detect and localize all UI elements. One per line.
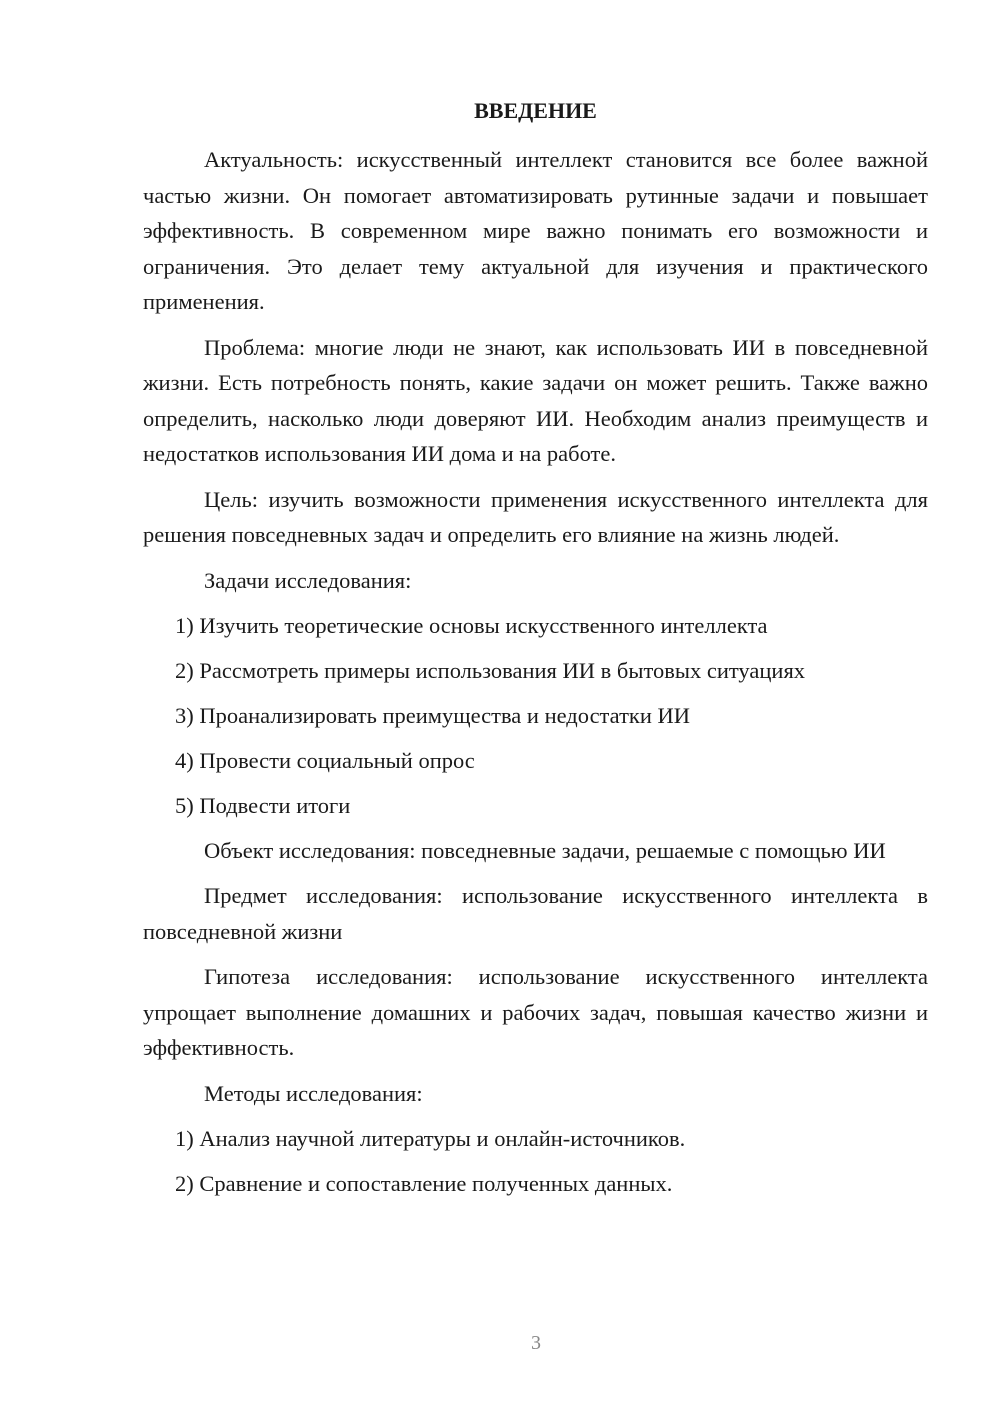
goal-paragraph: Цель: изучить возможности применения искусственного интеллекта для решения повседневных задач и определить его влияние на жизнь людей. xyxy=(143,486,928,547)
task-item: 4) Провести социальный опрос xyxy=(175,747,475,773)
method-item: 1) Анализ научной литературы и онлайн-источников. xyxy=(175,1125,686,1151)
task-item: 3) Проанализировать преимущества и недостатки ИИ xyxy=(175,702,690,728)
problem-paragraph: Проблема: многие люди не знают, как использовать ИИ в повседневной жизни. Есть потребность понять, какие задачи он может решить. Также важно определить, насколько люди доверяют ИИ. Необходим анализ преимуществ и недостатков использования ИИ дома и на работе. xyxy=(143,334,928,466)
methods-heading: Методы исследования: xyxy=(204,1080,423,1106)
relevance-paragraph: Актуальность: искусственный интеллект становится все более важной частью жизни. Он помогает автоматизировать рутинные задачи и повышает эффективность. В современном мире важно понимать его возможности и ограничения. Это делает тему актуальной для изучения и практического применения. xyxy=(143,147,928,314)
object-paragraph: Объект исследования: повседневные задачи, решаемые с помощью ИИ xyxy=(204,837,886,863)
method-item: 2) Сравнение и сопоставление полученных данных. xyxy=(175,1170,673,1196)
tasks-heading: Задачи исследования: xyxy=(204,567,412,593)
document-page xyxy=(143,93,928,1211)
task-item: 5) Подвести итоги xyxy=(175,792,351,818)
subject-paragraph: Предмет исследования: использование искусственного интеллекта в повседневной жизни xyxy=(143,883,928,944)
section-title: ВВЕДЕНИЕ xyxy=(474,98,597,123)
page-number: 3 xyxy=(531,1332,541,1354)
task-item: 1) Изучить теоретические основы искусственного интеллекта xyxy=(175,612,768,638)
task-item: 2) Рассмотреть примеры использования ИИ в бытовых ситуациях xyxy=(175,657,806,683)
hypothesis-paragraph: Гипотеза исследования: использование искусственного интеллекта упрощает выполнение домашних и рабочих задач, повышая качество жизни и эффективность. xyxy=(143,964,928,1060)
